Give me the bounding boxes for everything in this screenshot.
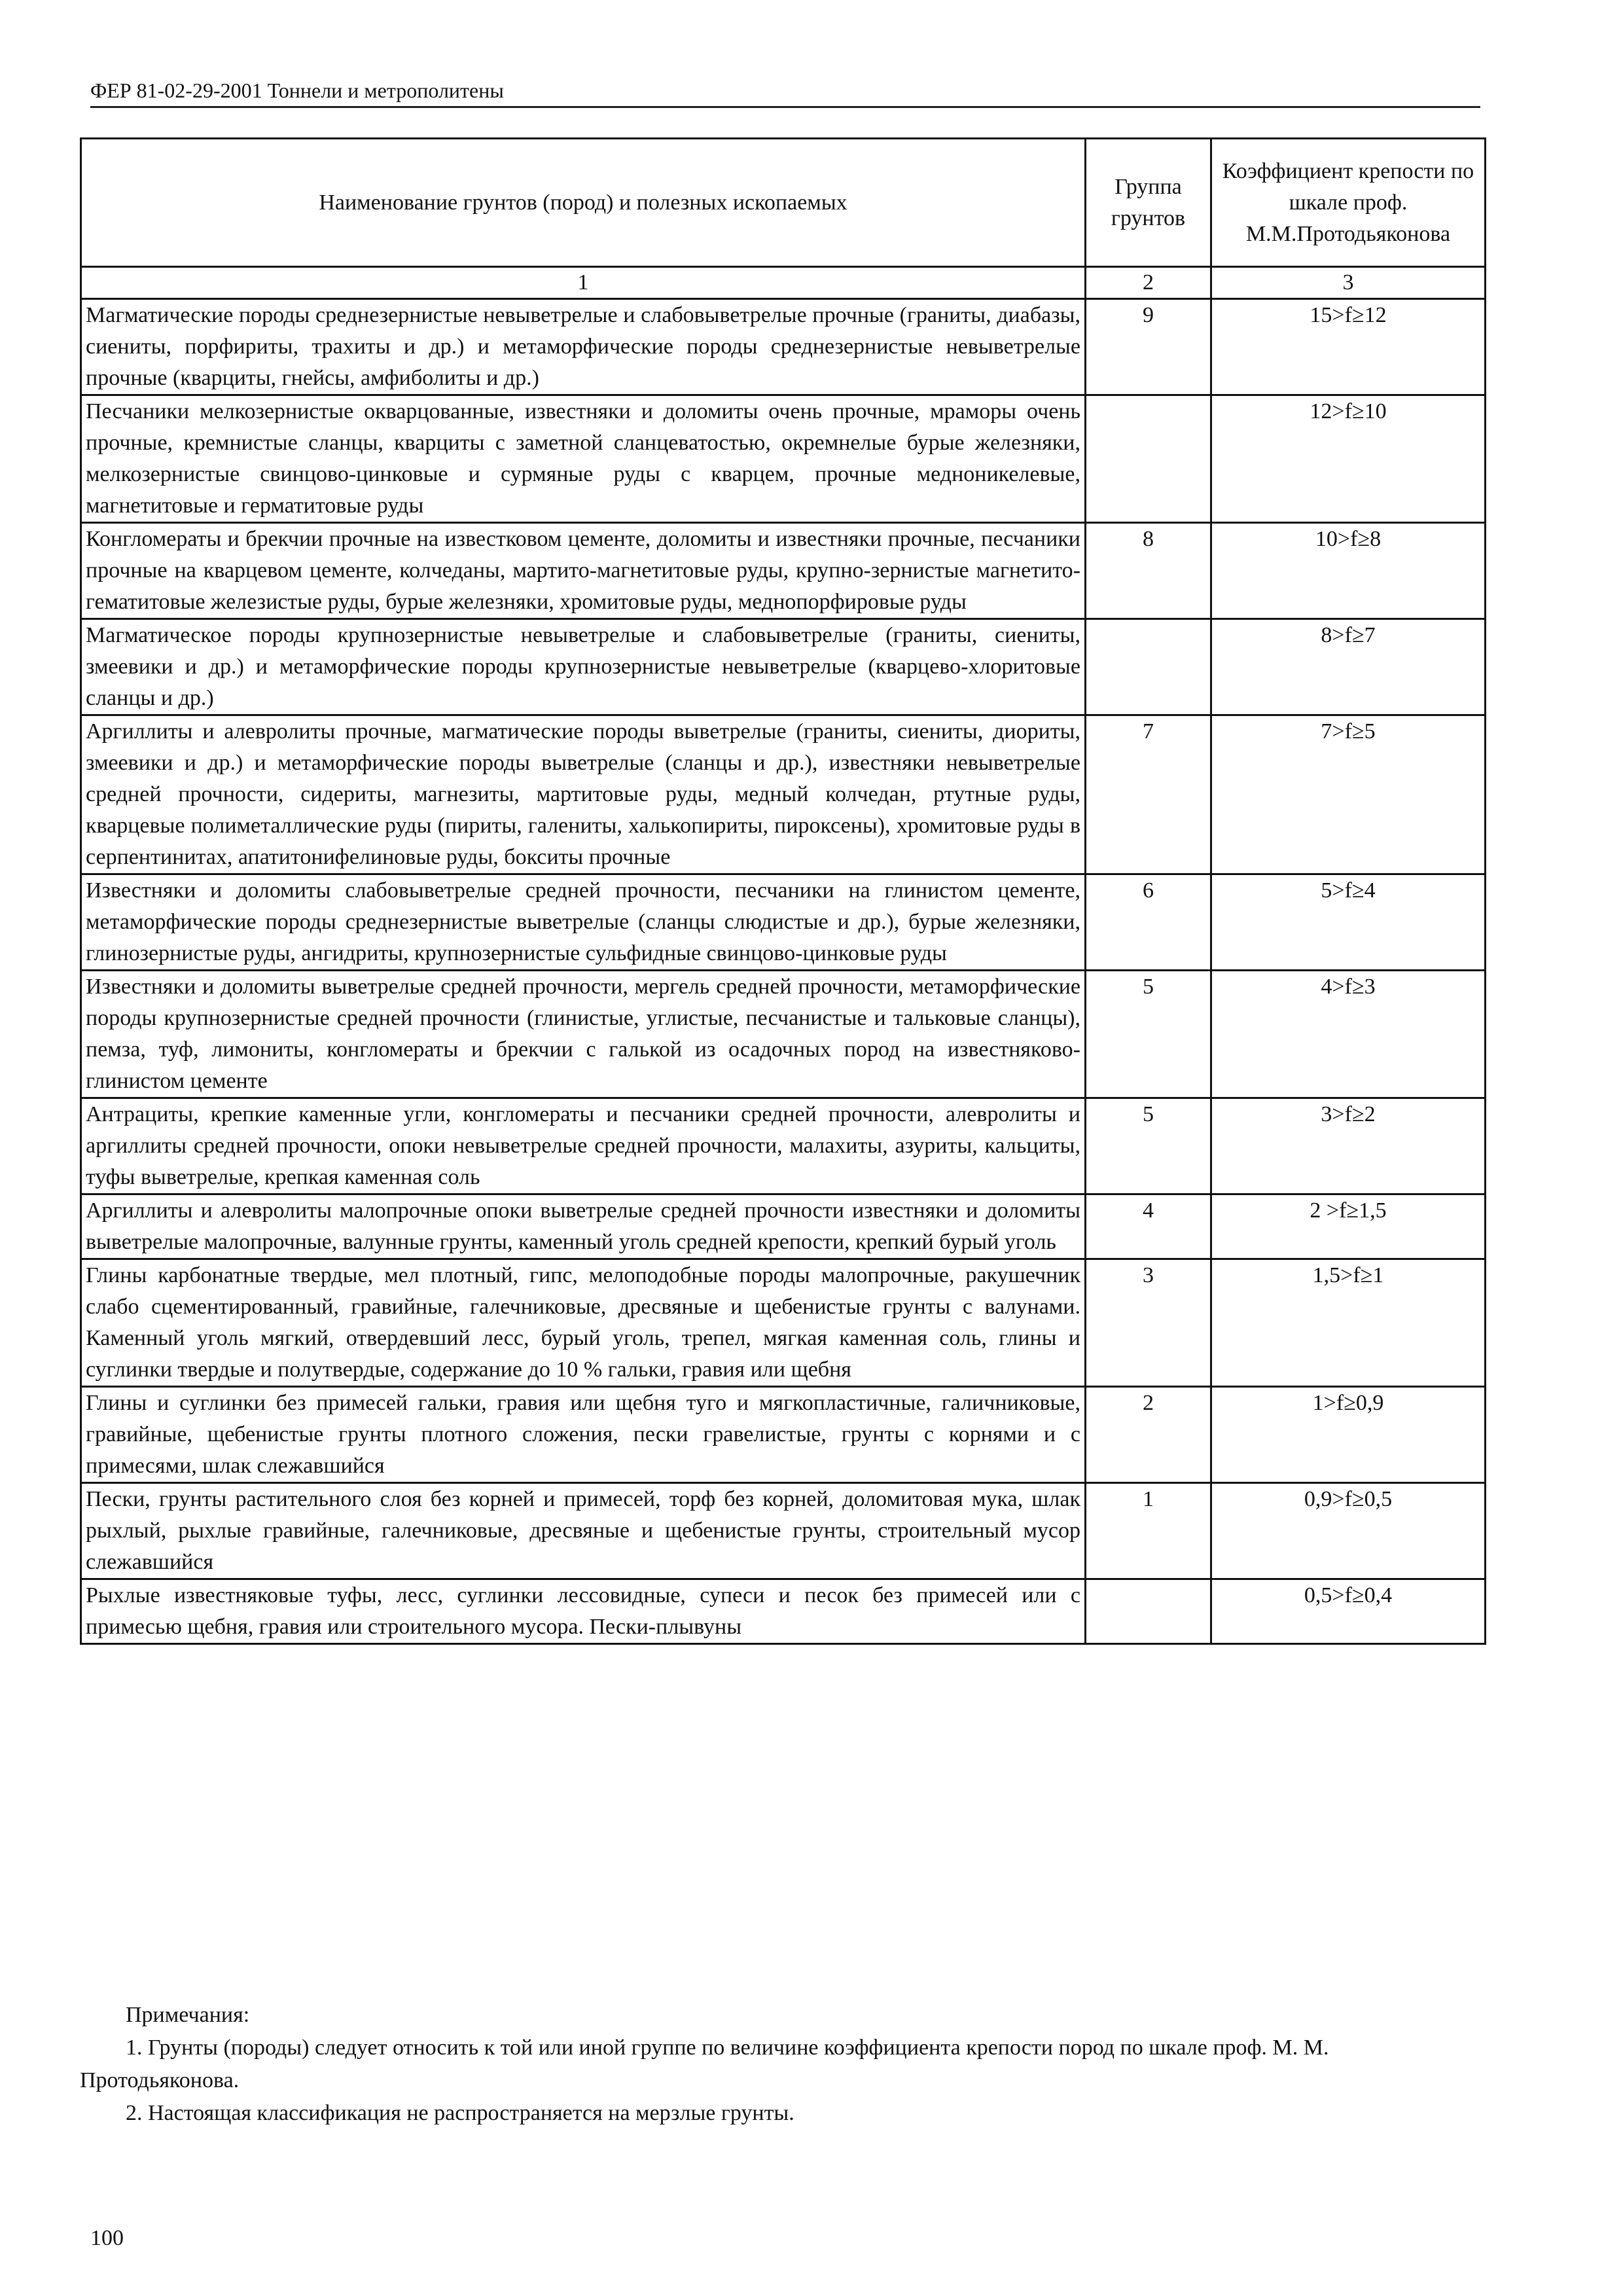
- row-name: Конгломераты и брекчии прочные на известковом цементе, доломиты и известняки прочные, песчаники прочные на кварцевом цементе, колчеданы, мартито-магнетитовые руды, крупно-зернистые магнетито-гематитовые железистые руды, бурые железняки, хромитовые руды, меднопорфировые руды: [81, 523, 1086, 619]
- notes-section: [80, 1999, 1484, 2130]
- col-number-3: 3: [1211, 267, 1486, 299]
- table-row: [81, 1098, 1486, 1194]
- row-group: 7: [1086, 715, 1211, 874]
- row-coef: 0,5>f≥0,4: [1211, 1579, 1486, 1644]
- table-row: [81, 619, 1486, 715]
- row-coef: 1>f≥0,9: [1211, 1387, 1486, 1483]
- row-name: Песчаники мелкозернистые окварцованные, известняки и доломиты очень прочные, мраморы очень прочные, кремнистые сланцы, кварциты с заметной сланцеватостью, окремнелые бурые железняки, мелкозернистые свинцово-цинковые и сурмяные руды с кварцем, прочные медноникелевые, магнетитовые и герматитовые руды: [81, 395, 1086, 523]
- row-group: 5: [1086, 1098, 1211, 1194]
- row-coef: 1,5>f≥1: [1211, 1259, 1486, 1387]
- col-number-2: 2: [1086, 267, 1211, 299]
- row-coef: 15>f≥12: [1211, 299, 1486, 395]
- row-group: 6: [1086, 874, 1211, 971]
- row-name: Известняки и доломиты выветрелые средней прочности, мергель средней прочности, метаморфические породы крупнозернистые средней прочности (глинистые, углистые, песчанистые и тальковые сланцы), пемза, туф, лимониты, конгломераты и брекчии с галькой из осадочных пород на известняково-глинистом цементе: [81, 971, 1086, 1098]
- row-group: 3: [1086, 1259, 1211, 1387]
- row-coef: 5>f≥4: [1211, 874, 1486, 971]
- table-row: [81, 1579, 1486, 1644]
- table-row: [81, 1259, 1486, 1387]
- row-name: Магматические породы среднезернистые невыветрелые и слабовыветрелые прочные (граниты, диабазы, сиениты, порфириты, трахиты и др.) и метаморфические породы среднезернистые невыветрелые прочные (кварциты, гнейсы, амфиболиты и др.): [81, 299, 1086, 395]
- row-group: 5: [1086, 971, 1211, 1098]
- note-item: 1. Грунты (породы) следует относить к той или иной группе по величине коэффициента крепости пород по шкале проф. М. М. Протодьяконова.: [80, 2036, 1329, 2092]
- table-row: [81, 1194, 1486, 1259]
- row-coef: 2 >f≥1,5: [1211, 1194, 1486, 1259]
- table-row: [81, 395, 1486, 523]
- row-coef: 7>f≥5: [1211, 715, 1486, 874]
- row-name: Пески, грунты растительного слоя без корней и примесей, торф без корней, доломитовая мука, шлак рыхлый, рыхлые гравийные, галечниковые, дресвяные и щебенистые грунты, строительный мусор слежавшийся: [81, 1483, 1086, 1579]
- row-name: Антрациты, крепкие каменные угли, конгломераты и песчаники средней прочности, алевролиты и аргиллиты средней прочности, опоки невыветрелые средней прочности, малахиты, азуриты, кальциты, туфы выветрелые, крепкая каменная соль: [81, 1098, 1086, 1194]
- row-coef: 12>f≥10: [1211, 395, 1486, 523]
- table-row: [81, 874, 1486, 971]
- row-name: Рыхлые известняковые туфы, лесс, суглинки лессовидные, супеси и песок без примесей или с примесью щебня, гравия или строительного мусора. Пески-плывуны: [81, 1579, 1086, 1644]
- row-name: Глины карбонатные твердые, мел плотный, гипс, мелоподобные породы малопрочные, ракушечник слабо сцементированный, гравийные, галечниковые, дресвяные и щебенистые грунты с валунами. Каменный уголь мягкий, отвердевший лесс, бурый уголь, трепел, мягкая каменная соль, глины и суглинки твердые и полутвердые, содержание до 10 % гальки, гравия или щебня: [81, 1259, 1086, 1387]
- soil-classification-table: [80, 137, 1486, 1645]
- header-name: Наименование грунтов (пород) и полезных ископаемых: [81, 139, 1086, 267]
- row-name: Глины и суглинки без примесей гальки, гравия или щебня туго и мягкопластичные, галичниковые, гравийные, щебенистые грунты плотного сложения, пески гравелистые, грунты с корнями и с примесями, шлак слежавшийся: [81, 1387, 1086, 1483]
- row-group: 2: [1086, 1387, 1211, 1483]
- row-group: 9: [1086, 299, 1211, 395]
- row-coef: 3>f≥2: [1211, 1098, 1486, 1194]
- row-coef: 0,9>f≥0,5: [1211, 1483, 1486, 1579]
- table-row: [81, 523, 1486, 619]
- row-group: 8: [1086, 523, 1211, 619]
- table-row: [81, 715, 1486, 874]
- notes-title: Примечания:: [126, 2003, 250, 2027]
- row-coef: 10>f≥8: [1211, 523, 1486, 619]
- row-group: [1086, 1579, 1211, 1644]
- row-name: Аргиллиты и алевролиты малопрочные опоки выветрелые средней прочности известняки и доломиты выветрелые малопрочные, валунные грунты, каменный уголь средней крепости, крепкий бурый уголь: [81, 1194, 1086, 1259]
- row-group: 1: [1086, 1483, 1211, 1579]
- row-coef: 4>f≥3: [1211, 971, 1486, 1098]
- note-item: 2. Настоящая классификация не распространяется на мерзлые грунты.: [126, 2101, 794, 2125]
- row-group: 4: [1086, 1194, 1211, 1259]
- row-group: [1086, 619, 1211, 715]
- row-name: Аргиллиты и алевролиты прочные, магматические породы выветрелые (граниты, сиениты, диориты, змеевики и др.) и метаморфические породы выветрелые (сланцы и др.), известняки невыветрелые средней прочности, сидериты, магнезиты, мартитовые руды, медный колчедан, ртутные руды, кварцевые полиметаллические руды (пириты, галениты, халькопириты, пироксены), хромитовые руды в серпентинитах, апатитонифелиновые руды, бокситы прочные: [81, 715, 1086, 874]
- header-coef: Коэффициент крепости по шкале проф. М.М.Протодьяконова: [1211, 139, 1486, 267]
- col-number-1: 1: [81, 267, 1086, 299]
- running-header: ФЕР 81-02-29-2001 Тоннели и метрополитены: [90, 77, 1480, 108]
- header-group: Группа грунтов: [1086, 139, 1211, 267]
- table-row: [81, 971, 1486, 1098]
- table-row: [81, 1387, 1486, 1483]
- row-name: Магматическое породы крупнозернистые невыветрелые и слабовыветрелые (граниты, сиениты, змеевики и др.) и метаморфические породы крупнозернистые невыветрелые (кварцево-хлоритовые сланцы и др.): [81, 619, 1086, 715]
- row-name: Известняки и доломиты слабовыветрелые средней прочности, песчаники на глинистом цементе, метаморфические породы среднезернистые выветрелые (сланцы слюдистые и др.), бурые железняки, глинозернистые руды, ангидриты, крупнозернистые сульфидные свинцово-цинковые руды: [81, 874, 1086, 971]
- row-group: [1086, 395, 1211, 523]
- row-coef: 8>f≥7: [1211, 619, 1486, 715]
- table-row: [81, 299, 1486, 395]
- page-number: 100: [90, 2226, 124, 2250]
- table-row: [81, 1483, 1486, 1579]
